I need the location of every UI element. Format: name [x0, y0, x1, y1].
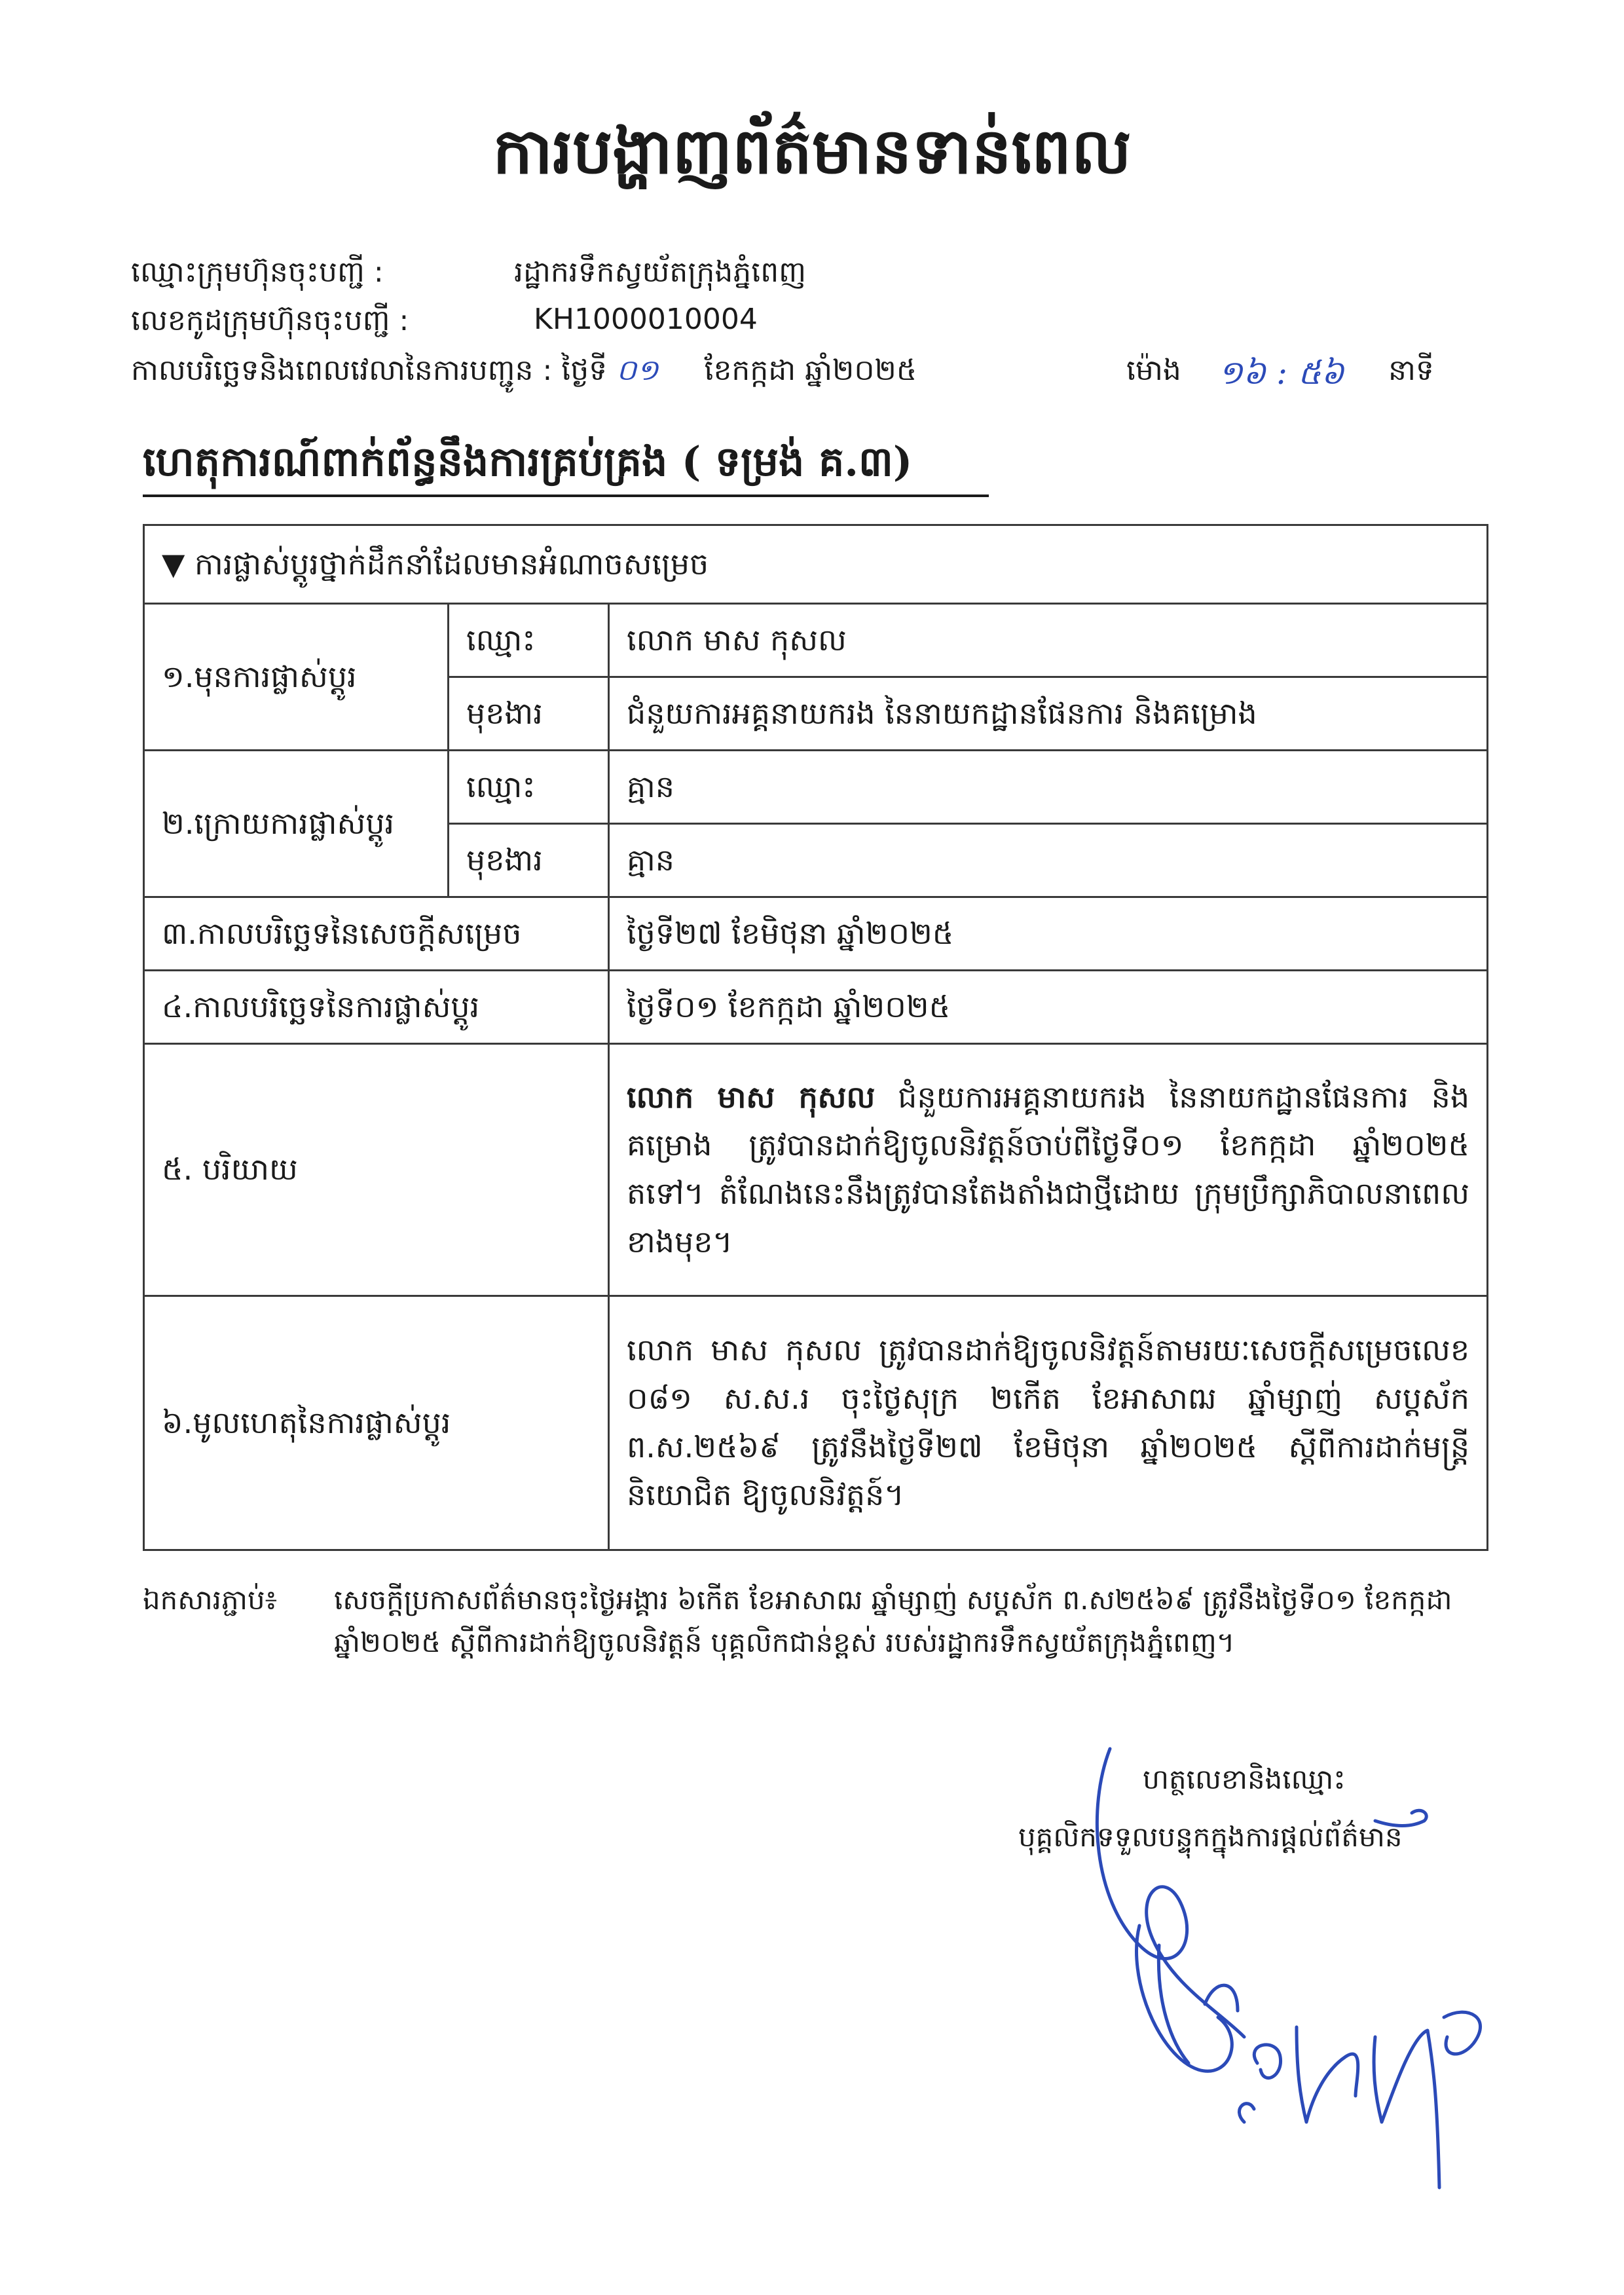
- decision-date-label: ៣.កាលបរិច្ឆេទនៃសេចក្តីសម្រេច: [144, 897, 609, 971]
- signatory-title: បុគ្គលិកទទួលបន្ទុកក្នុងការផ្តល់ព័ត៌មាន: [1018, 1821, 1403, 1853]
- day-value: ០១: [616, 354, 659, 387]
- code-value: KH1000010004: [534, 303, 758, 336]
- section-header: ▼ ការផ្លាស់ប្តូរថ្នាក់ដឹកនាំដែលមានអំណាចសម្រេច: [144, 525, 1488, 604]
- name-label: ឈ្មោះ: [449, 751, 609, 824]
- after-position: គ្មាន: [609, 824, 1488, 897]
- after-label: ២.ក្រោយការផ្លាស់ប្តូរ: [144, 751, 449, 897]
- signature-label: ហត្ថលេខានិងឈ្មោះ: [1143, 1763, 1346, 1795]
- reason-text: លោក មាស កុសល ត្រូវបានដាក់ឱ្យចូលនិវត្តន៍តាមរយៈសេចក្តីសម្រេចលេខ ០៨១ ស.ស.រ ចុះថ្ងៃសុក្រ ២កើត ខែអាសាឍ ឆ្នាំម្សាញ់ សប្តស័ក ព.ស.២៥៦៩ ត្រូវនឹងថ្ងៃទី២៧ ខែមិថុនា ឆ្នាំ២០២៥ ស្តីពីការដាក់មន្ត្រីនិយោជិត ឱ្យចូលនិវត្តន៍។: [609, 1296, 1488, 1550]
- minute-label: នាទី: [1388, 354, 1434, 387]
- change-date-label: ៤.កាលបរិច្ឆេទនៃការផ្លាស់ប្តូរ: [144, 971, 609, 1044]
- position-label: មុខងារ: [449, 824, 609, 897]
- table-row: [144, 971, 1488, 1044]
- name-label: ឈ្មោះ: [449, 604, 609, 677]
- attachment-label: ឯកសារភ្ជាប់៖: [143, 1584, 278, 1616]
- datetime-row: [131, 352, 1434, 394]
- disclosure-table: [143, 524, 1488, 1551]
- hour-label: ម៉ោង: [1126, 354, 1181, 387]
- table-row: [144, 525, 1488, 604]
- decision-date-value: ថ្ងៃទី២៧ ខែមិថុនា ឆ្នាំ២០២៥: [609, 897, 1488, 971]
- company-value: រដ្ឋាករទឹកស្វយ័តក្រុងភ្នំពេញ: [514, 255, 807, 289]
- description-cell: [609, 1044, 1488, 1296]
- datetime-label: កាលបរិច្ឆេទនិងពេលវេលានៃការបញ្ជូន : ថ្ងៃទី: [131, 354, 608, 387]
- attachment-text: សេចក្តីប្រកាសព័ត៌មានចុះថ្ងៃអង្គារ ៦កើត ខែអាសាឍ ឆ្នាំម្សាញ់ សប្តស័ក ព.ស២៥៦៩ ត្រូវនឹងថ្ងៃទី០១ ខែកក្កដា ឆ្នាំ២០២៥ ស្តីពីការដាក់ឱ្យចូលនិវត្តន៍ បុគ្គលិកជាន់ខ្ពស់ របស់រដ្ឋាករទឹកស្វយ័តក្រុងភ្នំពេញ។: [334, 1584, 1452, 1659]
- table-row: [144, 897, 1488, 971]
- table-row: [144, 1296, 1488, 1550]
- after-name: គ្មាន: [609, 751, 1488, 824]
- table-row: [144, 1044, 1488, 1296]
- handwritten-signature: [1048, 1729, 1559, 2201]
- month-year: ខែកក្កដា ឆ្នាំ២០២៥: [704, 354, 917, 387]
- change-date-value: ថ្ងៃទី០១ ខែកក្កដា ឆ្នាំ២០២៥: [609, 971, 1488, 1044]
- company-label: ឈ្មោះក្រុមហ៊ុនចុះបញ្ជី :: [131, 255, 384, 289]
- code-label: លេខកូដក្រុមហ៊ុនចុះបញ្ជី :: [131, 304, 409, 337]
- code-row: [131, 303, 758, 345]
- before-name: លោក មាស កុសល: [609, 604, 1488, 677]
- attachment-block: [143, 1578, 1498, 1664]
- description-text: ជំនួយការអគ្គនាយករង នៃនាយកដ្ឋានផែនការ និងគម្រោង ត្រូវបានដាក់ឱ្យចូលនិវត្តន៍ចាប់ពីថ្ងៃទី០១ ខែកក្កដា ឆ្នាំ២០២៥ តទៅ។ តំណែងនេះនឹងត្រូវបានតែងតាំងជាថ្មីដោយ ក្រុមប្រឹក្សាភិបាលនាពេលខាងមុខ។: [627, 1079, 1470, 1259]
- section-subtitle: ហេតុការណ៍ពាក់ព័ន្ធនឹងការគ្រប់គ្រង ( ទម្រង់ គ.៣): [143, 438, 913, 485]
- document-title: ការបង្ហាញព័ត៌មានទាន់ពេល: [492, 114, 1132, 188]
- time-value: ១៦ : ៥៦: [1218, 354, 1344, 392]
- subtitle-underline: [143, 494, 989, 497]
- reason-label: ៦.មូលហេតុនៃការផ្លាស់ប្តូរ: [144, 1296, 609, 1550]
- before-label: ១.មុនការផ្លាស់ប្តូរ: [144, 604, 449, 751]
- before-position: ជំនួយការអគ្គនាយករង នៃនាយកដ្ឋានផែនការ និងគម្រោង: [609, 677, 1488, 751]
- description-label: ៥. បរិយាយ: [144, 1044, 609, 1296]
- table-row: [144, 751, 1488, 824]
- table-row: [144, 604, 1488, 677]
- position-label: មុខងារ: [449, 677, 609, 751]
- company-row: [131, 254, 807, 296]
- description-bold: លោក មាស កុសល: [627, 1079, 876, 1115]
